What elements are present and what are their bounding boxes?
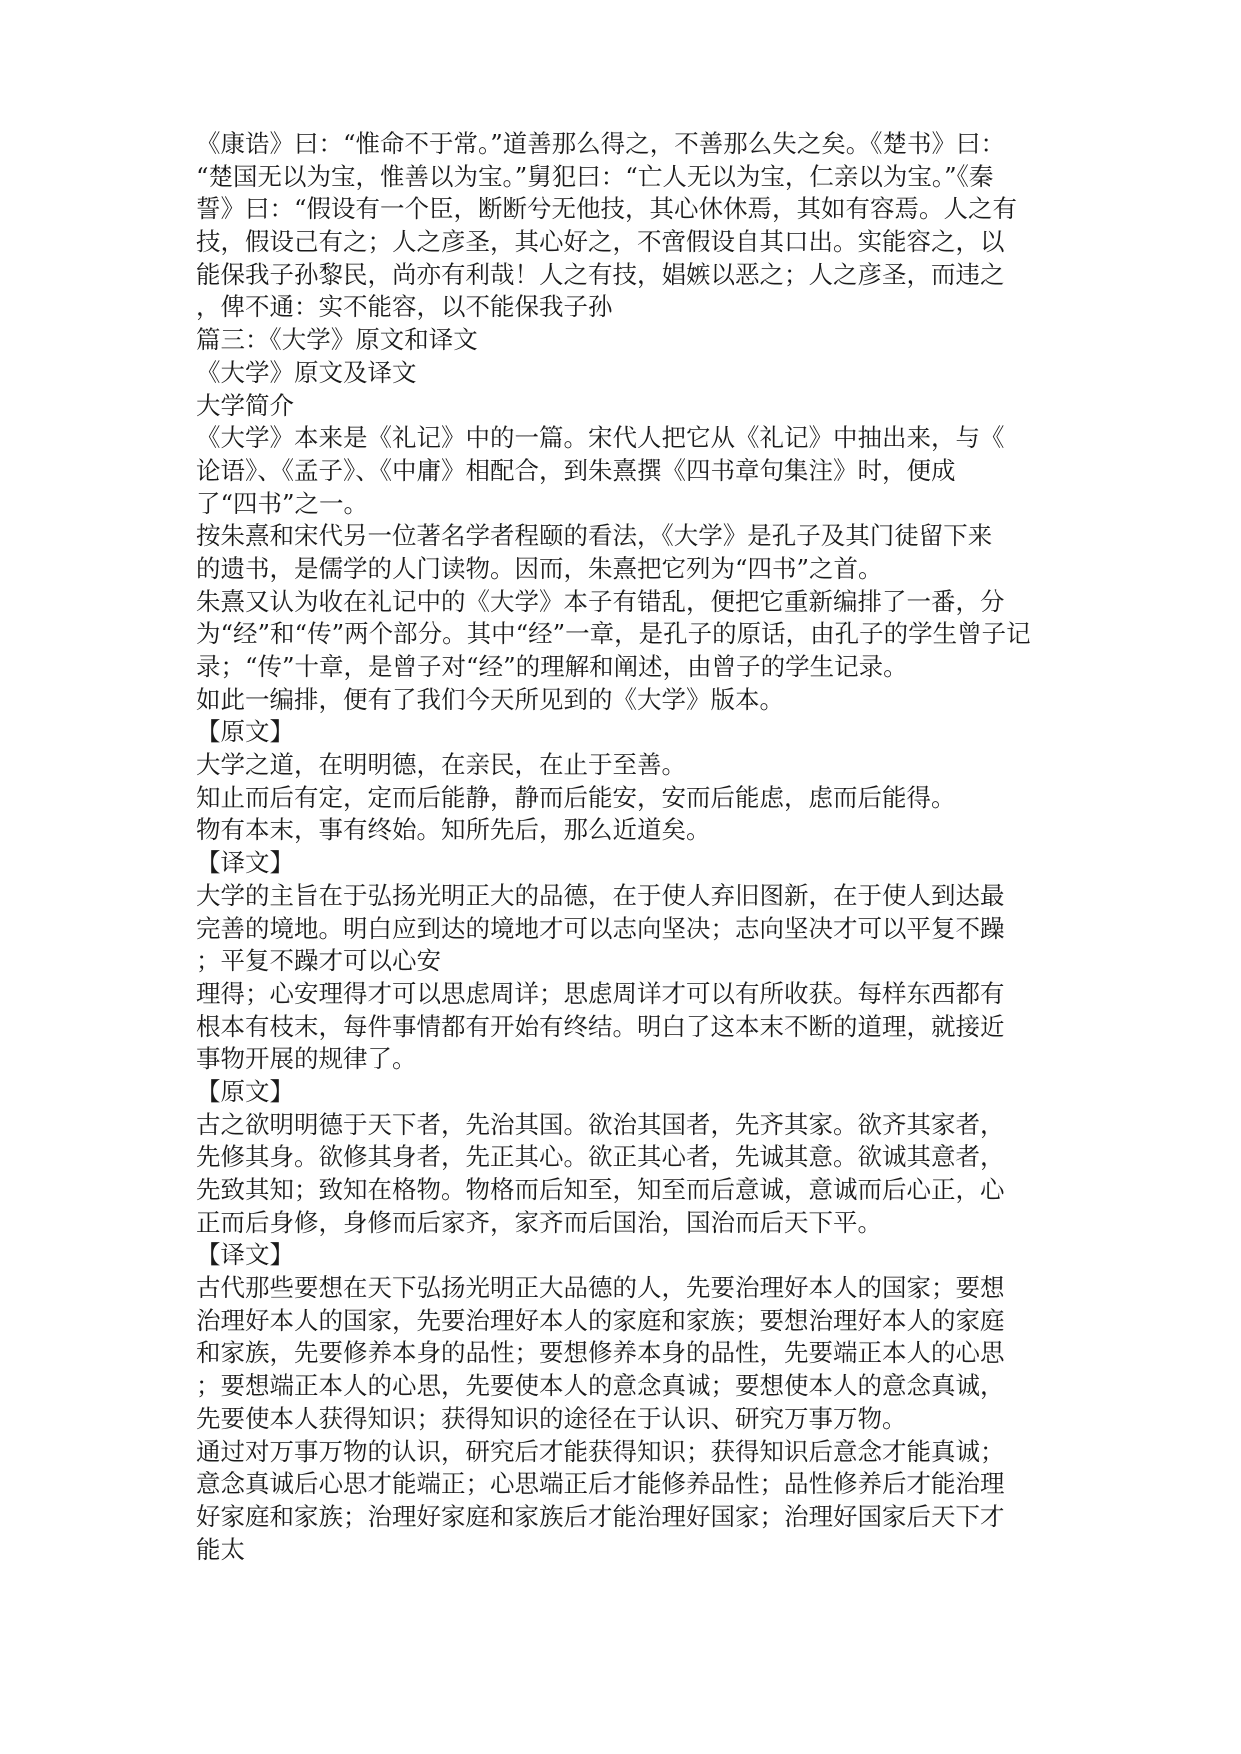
translation-label: 【译文】 [196,848,294,878]
text-line: 事物开展的规律了。 [196,1044,417,1074]
text-line: ；要想端正本人的心思，先要使本人的意念真诚；要想使本人的意念真诚， [196,1371,1005,1401]
text-line: 如此一编排，便有了我们今天所见到的《大学》版本。 [196,684,784,714]
text-line: 大学之道，在明明德，在亲民，在止于至善。 [196,750,686,780]
text-line: 理得；心安理得才可以思虑周详；思虑周详才可以有所收获。每样东西都有 [196,978,1005,1008]
original-text-label: 【原文】 [196,717,294,747]
text-line: 物有本末，事有终始。知所先后，那么近道矣。 [196,815,711,845]
text-line: 录；“传”十章，是曾子对“经”的理解和阐述，由曾子的学生记录。 [196,652,908,681]
text-line: ，俾不通：实不能容，以不能保我子孙 [196,292,613,322]
text-line: 正而后身修，身修而后家齐，家齐而后国治，国治而后天下平。 [196,1207,882,1237]
text-line: 技，假设己有之；人之彦圣，其心好之，不啻假设自其口出。实能容之，以 [196,227,1005,257]
text-line: 古代那些要想在天下弘扬光明正大品德的人，先要治理好本人的国家；要想 [196,1273,1005,1303]
section-heading: 篇三：《大学》原文和译文 [196,325,478,355]
original-text-label: 【原文】 [196,1076,294,1106]
text-line: 朱熹又认为收在礼记中的《大学》本子有错乱，便把它重新编排了一番，分 [196,586,1005,616]
text-line: 誓》曰：“假设有一个臣，断断兮无他技，其心休休焉，其如有容焉。人之有 [196,194,1018,224]
document-title: 《大学》原文及译文 [196,357,417,387]
text-line: 能太 [196,1534,245,1564]
text-line: 治理好本人的国家，先要治理好本人的家庭和家族；要想治理好本人的家庭 [196,1305,1005,1335]
text-line: 论语》、《孟子》、《中庸》相配合，到朱熹撰《四书章句集注》时，便成 [196,455,956,485]
text-line: 通过对万事万物的认识，研究后才能获得知识；获得知识后意念才能真诚； [196,1436,1005,1466]
text-line: 先致其知；致知在格物。物格而后知至，知至而后意诚，意诚而后心正，心 [196,1175,1005,1204]
text-line: 按朱熹和宋代另一位著名学者程颐的看法，《大学》是孔子及其门徒留下来 [196,521,993,551]
text-line: 根本有枝末，每件事情都有开始有终结。明白了这本末不断的道理，就接近 [196,1011,1005,1041]
text-line: 《大学》本来是《礼记》中的一篇。宋代人把它从《礼记》中抽出来，与《 [196,423,1005,453]
text-line: 先修其身。欲修其身者，先正其心。欲正其心者，先诚其意。欲诚其意者， [196,1142,1005,1172]
document-body [196,128,1056,1566]
subsection-heading: 大学简介 [196,390,294,420]
text-line: 好家庭和家族；治理好家庭和家族后才能治理好国家；治理好国家后天下才 [196,1501,1005,1531]
text-line: 意念真诚后心思才能端正；心思端正后才能修养品性；品性修养后才能治理 [196,1469,1005,1499]
text-line: 古之欲明明德于天下者，先治其国。欲治其国者，先齐其家。欲齐其家者， [196,1109,1005,1139]
text-line: ；平复不躁才可以心安 [196,946,441,976]
text-line: 能保我子孙黎民，尚亦有利哉！人之有技，娼嫉以恶之；人之彦圣，而违之 [196,259,1005,289]
text-line: 和家族，先要修养本身的品性；要想修养本身的品性，先要端正本人的心思 [196,1338,1005,1368]
translation-label: 【译文】 [196,1240,294,1270]
text-line: 大学的主旨在于弘扬光明正大的品德，在于使人弃旧图新，在于使人到达最 [196,880,1005,910]
text-line: 《康诰》曰：“惟命不于常。”道善那么得之，不善那么失之矣。《楚书》曰： [196,129,1006,158]
text-line: 知止而后有定，定而后能静，静而后能安，安而后能虑，虑而后能得。 [196,782,956,812]
text-line: 先要使本人获得知识；获得知识的途径在于认识、研究万事万物。 [196,1403,907,1433]
text-line: 为“经”和“传”两个部分。其中“经”一章，是孔子的原话，由孔子的学生曾子记 [196,619,1031,649]
text-line: 完善的境地。明白应到达的境地才可以志向坚决；志向坚决才可以平复不躁 [196,913,1005,943]
text-line: “楚国无以为宝，惟善以为宝。”舅犯曰：“亡人无以为宝，仁亲以为宝。”《秦 [196,161,994,191]
text-line: 的遗书，是儒学的人门读物。因而，朱熹把它列为“四书”之首。 [196,553,883,583]
text-line: 了“四书”之一。 [196,488,369,518]
